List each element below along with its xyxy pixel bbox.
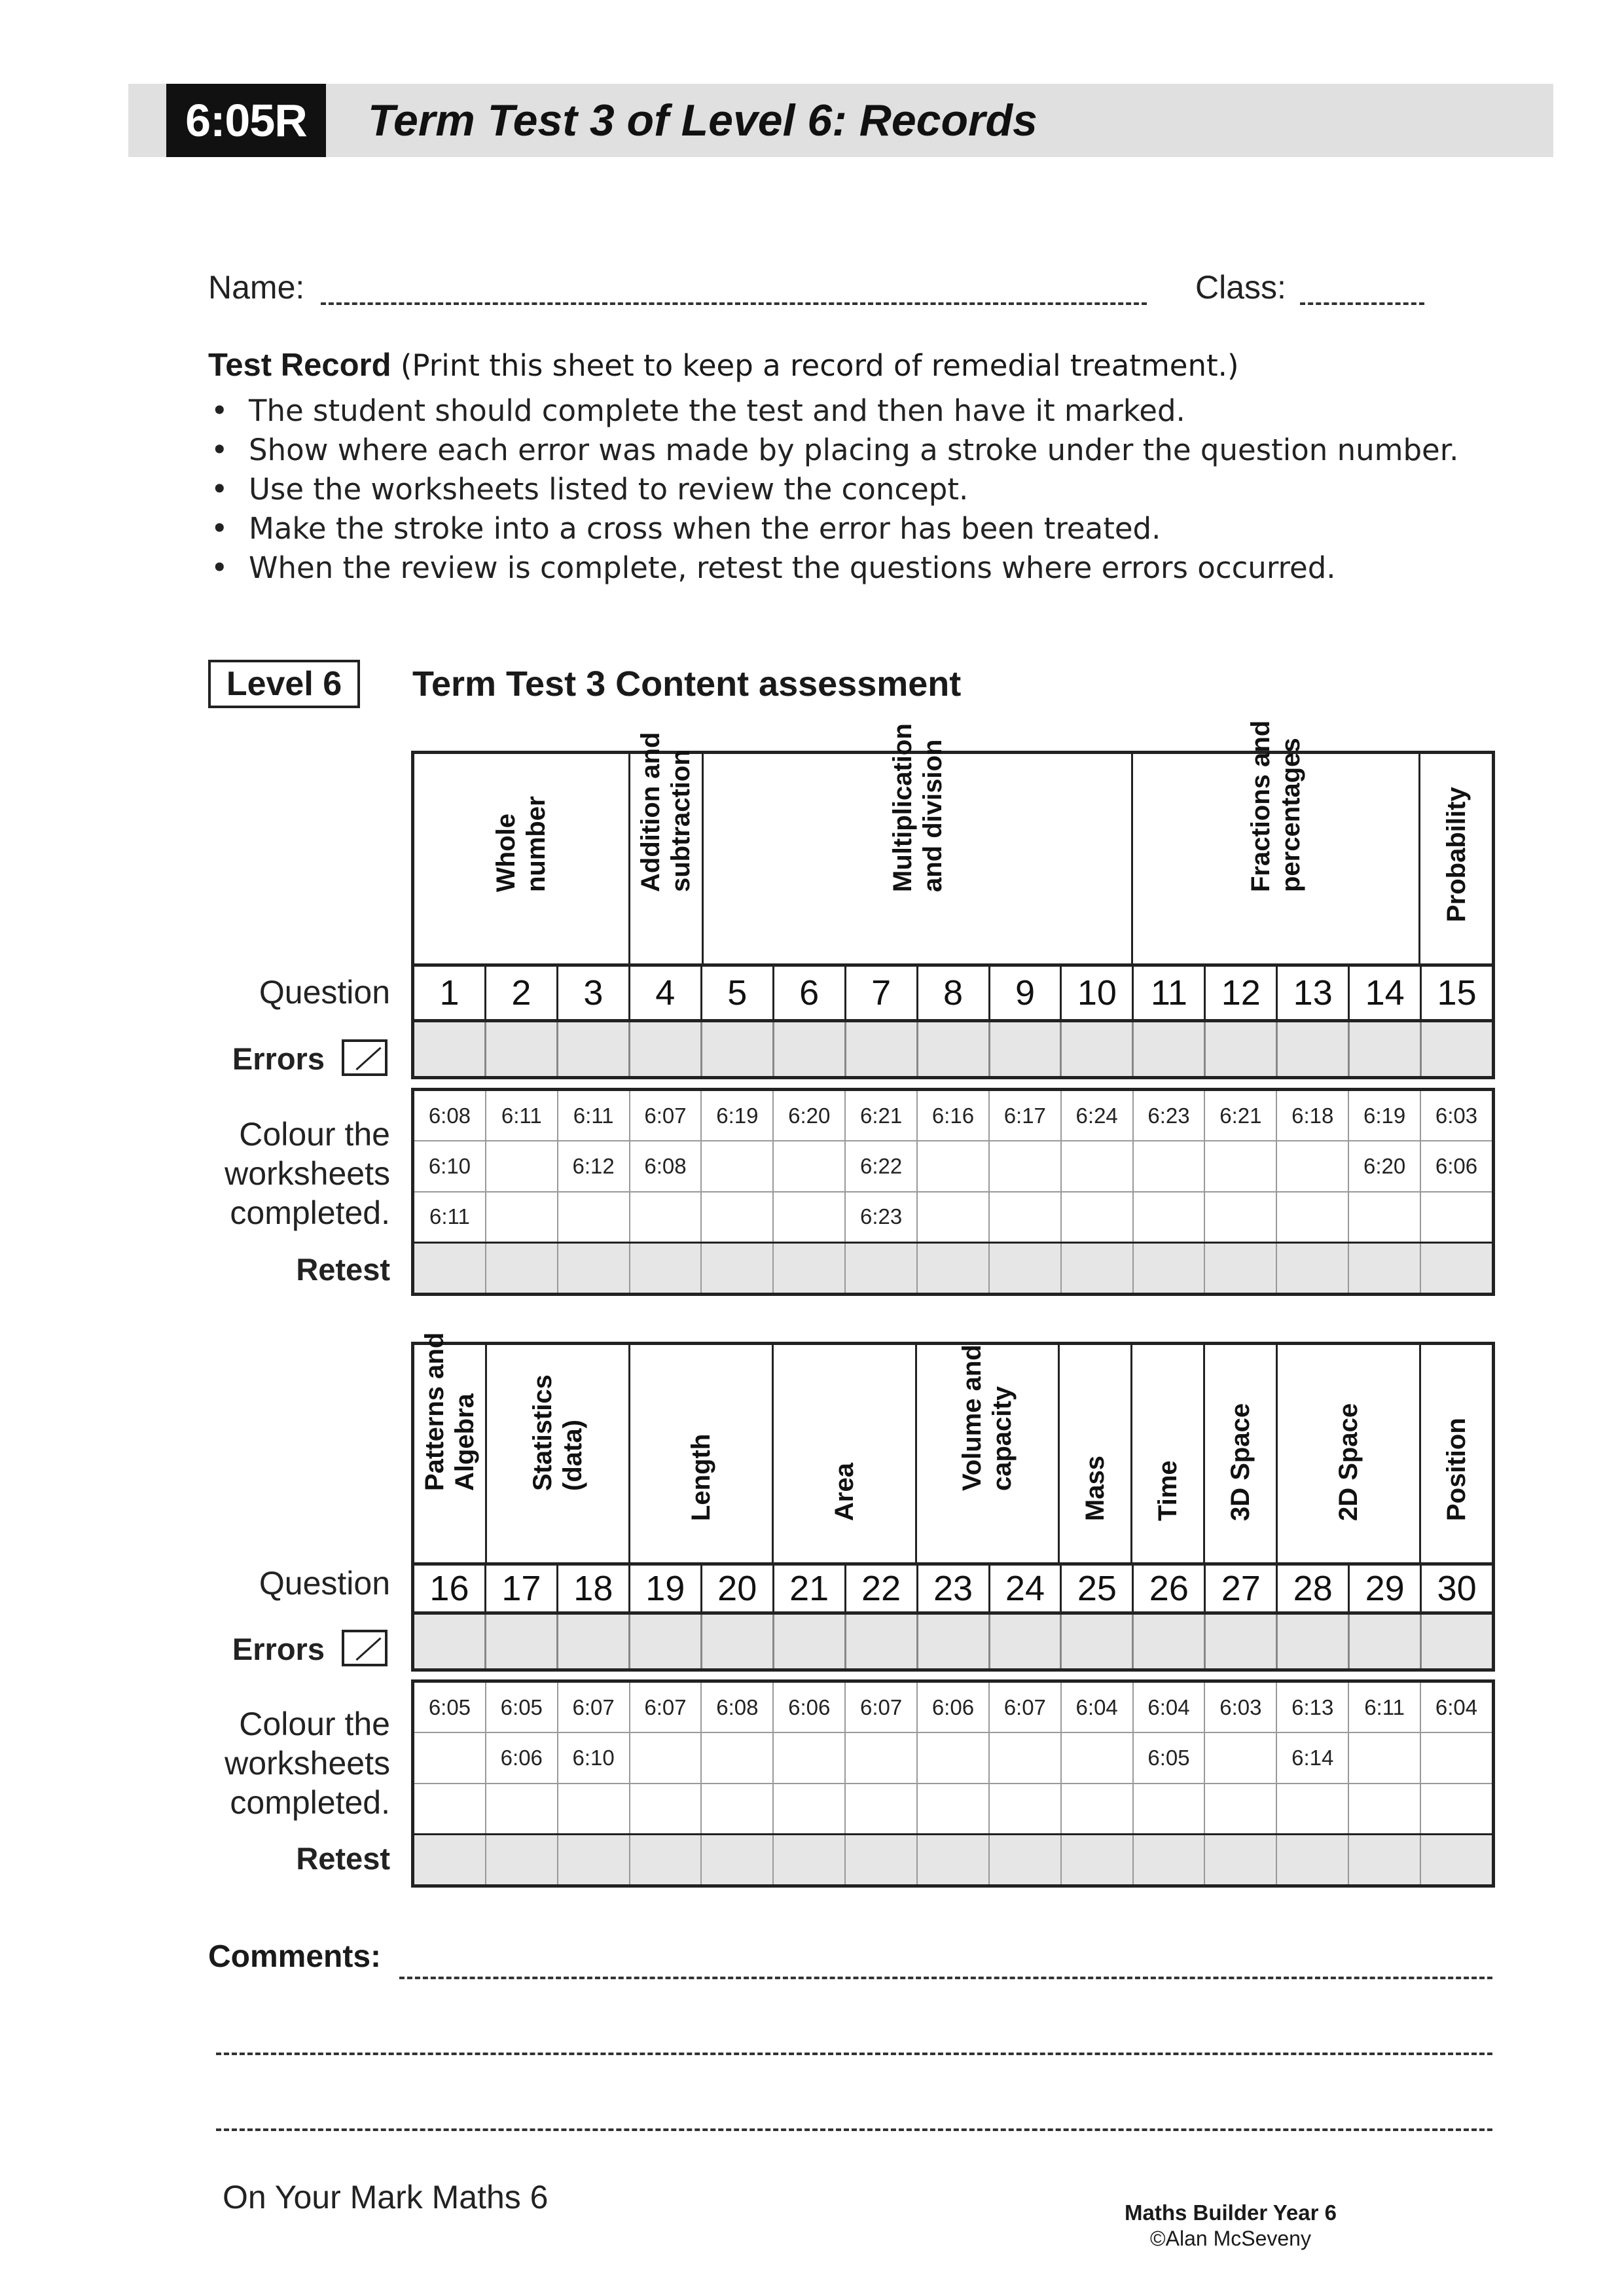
error-cell[interactable] — [486, 1022, 558, 1076]
retest-cell[interactable] — [918, 1835, 990, 1884]
worksheet-cell[interactable] — [1349, 1733, 1421, 1782]
worksheet-cell[interactable] — [558, 1784, 630, 1833]
worksheet-cell[interactable] — [630, 1193, 702, 1242]
retest-cell[interactable] — [558, 1244, 630, 1293]
question-number: 6 — [774, 967, 846, 1019]
worksheet-cell[interactable]: 6:23 — [846, 1193, 918, 1242]
category-label: Fractions and percentages — [1246, 720, 1306, 892]
retest-cell[interactable] — [1205, 1244, 1277, 1293]
question-number: 20 — [702, 1566, 774, 1611]
worksheet-cell[interactable] — [486, 1784, 558, 1833]
question-number: 22 — [846, 1566, 918, 1611]
worksheet-cell[interactable]: 6:08 — [630, 1141, 702, 1191]
colour-worksheets-label — [157, 1704, 390, 1822]
retest-cell[interactable] — [702, 1244, 774, 1293]
worksheet-cell[interactable] — [846, 1784, 918, 1833]
worksheet-cell[interactable] — [990, 1193, 1062, 1242]
worksheet-cell[interactable] — [1062, 1733, 1134, 1782]
retest-cell[interactable] — [1134, 1244, 1206, 1293]
worksheet-cell[interactable] — [1062, 1193, 1134, 1242]
instruction-item: • The student should complete the test and then have it marked. — [208, 391, 1458, 431]
worksheet-cell[interactable]: 6:07 — [630, 1091, 702, 1140]
instruction-item: • Make the stroke into a cross when the error has been treated. — [208, 509, 1458, 548]
worksheet-cell[interactable] — [1421, 1733, 1492, 1782]
question-row — [411, 1562, 1495, 1615]
worksheet-cell[interactable]: 6:13 — [1277, 1683, 1349, 1732]
question-number: 13 — [1278, 967, 1350, 1019]
error-cell[interactable] — [774, 1022, 846, 1076]
question-number: 10 — [1062, 967, 1134, 1019]
question-number: 29 — [1350, 1566, 1422, 1611]
error-cell[interactable] — [1062, 1022, 1134, 1076]
worksheet-cell[interactable]: 6:17 — [990, 1091, 1062, 1140]
error-cell[interactable] — [846, 1022, 918, 1076]
worksheet-cell[interactable] — [486, 1141, 558, 1191]
question-number: 11 — [1134, 967, 1206, 1019]
worksheet-cell[interactable] — [1277, 1141, 1349, 1191]
worksheet-cell[interactable] — [702, 1784, 774, 1833]
question-number: 27 — [1206, 1566, 1278, 1611]
error-cell[interactable] — [1134, 1022, 1206, 1076]
error-cell[interactable] — [630, 1615, 702, 1668]
worksheet-cell[interactable]: 6:11 — [1349, 1683, 1421, 1732]
worksheet-cell[interactable]: 6:04 — [1134, 1683, 1206, 1732]
question-number: 30 — [1437, 1569, 1477, 1608]
instruction-item: • Use the worksheets listed to review the concept. — [208, 470, 1458, 509]
errors-label: Errors — [232, 1041, 325, 1076]
class-label: Class: — [1195, 269, 1286, 306]
category-header-row — [411, 720, 1495, 967]
worksheet-cell[interactable] — [774, 1733, 846, 1782]
worksheet-cell[interactable] — [702, 1193, 774, 1242]
retest-cell[interactable] — [414, 1244, 486, 1293]
retest-cell[interactable] — [990, 1244, 1062, 1293]
worksheet-row — [414, 1733, 1492, 1784]
question-number: 3 — [558, 967, 630, 1019]
category-label: 2D Space — [1334, 1403, 1363, 1521]
instructions-list — [208, 391, 1458, 588]
worksheet-cell[interactable] — [1205, 1784, 1277, 1833]
question-row — [411, 963, 1495, 1022]
worksheet-cell[interactable]: 6:10 — [414, 1141, 486, 1191]
comments-label: Comments: — [208, 1939, 382, 1974]
question-number: 9 — [990, 967, 1062, 1019]
worksheet-cell[interactable] — [702, 1141, 774, 1191]
error-cell[interactable] — [1422, 1022, 1492, 1076]
question-number: 17 — [486, 1566, 558, 1611]
worksheet-cell[interactable]: 6:19 — [702, 1091, 774, 1140]
worksheet-cell[interactable]: 6:05 — [486, 1683, 558, 1732]
colour-label-line: worksheets — [225, 1745, 390, 1782]
worksheet-cell[interactable]: 6:06 — [918, 1683, 990, 1732]
error-cell[interactable] — [414, 1615, 486, 1668]
colour-label-line: Colour the — [239, 1706, 390, 1742]
category-cell — [414, 1332, 487, 1566]
error-cell[interactable] — [1134, 1615, 1206, 1668]
worksheet-cell[interactable]: 6:07 — [846, 1683, 918, 1732]
worksheet-cell[interactable] — [1277, 1193, 1349, 1242]
worksheet-cell[interactable]: 6:04 — [1435, 1695, 1478, 1719]
worksheet-cell[interactable] — [918, 1141, 990, 1191]
error-cell[interactable] — [1278, 1615, 1350, 1668]
worksheet-cell[interactable] — [1134, 1193, 1206, 1242]
worksheet-cell[interactable] — [918, 1784, 990, 1833]
worksheet-cell[interactable]: 6:08 — [414, 1091, 486, 1140]
worksheet-cell[interactable] — [1349, 1784, 1421, 1833]
worksheet-cell[interactable]: 6:05 — [414, 1683, 486, 1732]
retest-cell[interactable] — [1134, 1835, 1206, 1884]
worksheet-row — [414, 1141, 1492, 1192]
page-title: Term Test 3 of Level 6: Records — [368, 96, 1038, 145]
worksheet-cell[interactable] — [990, 1784, 1062, 1833]
worksheet-cell[interactable]: 6:10 — [558, 1733, 630, 1782]
name-label: Name: — [208, 269, 305, 306]
question-number: 18 — [558, 1566, 630, 1611]
worksheet-cell[interactable]: 6:14 — [1277, 1733, 1349, 1782]
worksheet-cell[interactable]: 6:04 — [1062, 1683, 1134, 1732]
category-cell — [917, 1345, 1060, 1566]
worksheet-cell[interactable] — [918, 1733, 990, 1782]
worksheet-cell[interactable] — [774, 1193, 846, 1242]
errors-label: Errors — [232, 1632, 325, 1666]
worksheet-cell[interactable]: 6:06 — [486, 1733, 558, 1782]
error-cell[interactable] — [1422, 1615, 1492, 1668]
worksheet-cell[interactable] — [1277, 1784, 1349, 1833]
error-cell[interactable] — [1278, 1022, 1350, 1076]
worksheet-cell[interactable] — [990, 1733, 1062, 1782]
retest-cell[interactable] — [918, 1244, 990, 1293]
worksheet-cell[interactable]: 6:06 — [774, 1683, 846, 1732]
test-record-note: (Print this sheet to keep a record of remedial treatment.) — [391, 348, 1239, 383]
category-label: Addition and subtraction — [636, 732, 696, 892]
error-cell[interactable] — [1350, 1022, 1422, 1076]
category-cell — [1420, 754, 1492, 967]
question-number: 7 — [846, 967, 918, 1019]
error-cell[interactable] — [558, 1022, 630, 1076]
worksheet-cell[interactable]: 6:16 — [918, 1091, 990, 1140]
colour-label-line: completed. — [230, 1194, 390, 1231]
errors-row — [411, 1611, 1495, 1672]
worksheet-cell[interactable] — [1421, 1784, 1492, 1833]
worksheet-cell[interactable]: 6:08 — [702, 1683, 774, 1732]
category-label: Position — [1442, 1418, 1471, 1521]
retest-cell[interactable] — [1421, 1244, 1492, 1293]
category-cell — [1278, 1345, 1421, 1566]
question-label: Question — [259, 974, 390, 1011]
category-cell — [704, 723, 1134, 967]
instruction-item: • When the review is complete, retest the questions where errors occurred. — [208, 548, 1458, 588]
question-number: 2 — [486, 967, 558, 1019]
name-field[interactable] — [321, 302, 1147, 305]
question-label: Question — [259, 1565, 390, 1602]
retest-row — [411, 1244, 1495, 1296]
worksheet-row — [414, 1683, 1492, 1733]
question-number: 1 — [414, 967, 486, 1019]
worksheet-cell[interactable]: 6:24 — [1062, 1091, 1134, 1140]
comments-field-line[interactable] — [216, 2128, 1492, 2131]
worksheet-cell[interactable]: 6:03 — [1435, 1103, 1478, 1128]
footer-copyright: ©Alan McSeveny — [1150, 2227, 1311, 2250]
colour-label-line: worksheets — [225, 1155, 390, 1192]
error-cell[interactable] — [1350, 1615, 1422, 1668]
retest-cell[interactable] — [1421, 1835, 1492, 1884]
error-cell[interactable] — [990, 1022, 1062, 1076]
worksheet-cell[interactable] — [1062, 1784, 1134, 1833]
retest-cell[interactable] — [486, 1835, 558, 1884]
worksheet-cell[interactable]: 6:12 — [558, 1141, 630, 1191]
worksheet-cell[interactable]: 6:07 — [558, 1683, 630, 1732]
worksheet-cell[interactable]: 6:21 — [846, 1091, 918, 1140]
category-cell — [487, 1345, 630, 1566]
retest-cell[interactable] — [702, 1835, 774, 1884]
stroke-icon — [342, 1630, 388, 1666]
question-number: 5 — [702, 967, 774, 1019]
error-cell[interactable] — [702, 1022, 774, 1076]
test-record-bold: Test Record — [208, 348, 391, 383]
worksheet-cell[interactable]: 6:21 — [1205, 1091, 1277, 1140]
worksheet-row — [414, 1784, 1492, 1833]
worksheet-cell[interactable] — [702, 1733, 774, 1782]
worksheet-cell[interactable] — [414, 1733, 486, 1782]
category-label: Probability — [1441, 787, 1471, 922]
question-number: 12 — [1206, 967, 1278, 1019]
worksheets-block — [411, 1679, 1495, 1837]
retest-cell[interactable] — [846, 1835, 918, 1884]
error-cell[interactable] — [702, 1615, 774, 1668]
worksheet-cell[interactable]: 6:07 — [990, 1683, 1062, 1732]
worksheet-cell[interactable] — [1134, 1141, 1206, 1191]
retest-label: Retest — [296, 1841, 390, 1876]
retest-cell[interactable] — [1349, 1835, 1421, 1884]
question-number: 4 — [630, 967, 702, 1019]
worksheet-cell[interactable]: 6:22 — [846, 1141, 918, 1191]
retest-cell[interactable] — [1349, 1244, 1421, 1293]
worksheet-cell[interactable] — [990, 1141, 1062, 1191]
worksheets-block — [411, 1088, 1495, 1245]
colour-label-line: completed. — [230, 1784, 390, 1821]
footer-book-title: On Your Mark Maths 6 — [223, 2179, 549, 2215]
error-cell[interactable] — [918, 1615, 990, 1668]
retest-cell[interactable] — [774, 1835, 846, 1884]
worksheet-cell[interactable] — [1205, 1141, 1277, 1191]
question-number: 15 — [1437, 973, 1477, 1013]
retest-cell[interactable] — [1277, 1835, 1349, 1884]
worksheet-cell[interactable]: 6:06 — [1435, 1153, 1478, 1178]
worksheet-cell[interactable] — [1062, 1141, 1134, 1191]
error-cell[interactable] — [990, 1615, 1062, 1668]
worksheet-cell[interactable]: 6:11 — [558, 1091, 630, 1140]
category-cell — [630, 732, 704, 967]
worksheet-cell[interactable]: 6:05 — [1134, 1733, 1206, 1782]
worksheet-cell[interactable] — [630, 1784, 702, 1833]
retest-cell[interactable] — [486, 1244, 558, 1293]
worksheet-cell[interactable] — [1134, 1784, 1206, 1833]
retest-cell[interactable] — [1277, 1244, 1349, 1293]
category-cell — [630, 1345, 774, 1566]
question-number: 24 — [990, 1566, 1062, 1611]
worksheet-cell[interactable] — [918, 1193, 990, 1242]
category-label: Statistics (data) — [528, 1374, 587, 1491]
category-label: Volume and capacity — [958, 1344, 1017, 1491]
retest-cell[interactable] — [1062, 1835, 1134, 1884]
worksheet-cell[interactable]: 6:18 — [1277, 1091, 1349, 1140]
errors-row — [411, 1019, 1495, 1079]
retest-cell[interactable] — [1205, 1835, 1277, 1884]
question-number: 28 — [1278, 1566, 1350, 1611]
test-record-heading — [208, 347, 1239, 384]
question-number: 21 — [774, 1566, 846, 1611]
error-cell[interactable] — [1206, 1022, 1278, 1076]
category-label: Area — [829, 1463, 859, 1521]
question-number: 14 — [1350, 967, 1422, 1019]
level-box: Level 6 — [208, 660, 360, 708]
retest-cell[interactable] — [630, 1835, 702, 1884]
worksheet-cell[interactable] — [1205, 1733, 1277, 1782]
retest-label: Retest — [296, 1252, 390, 1287]
colour-worksheets-label — [157, 1115, 390, 1232]
category-label: Patterns and Algebra — [420, 1332, 479, 1491]
retest-cell[interactable] — [414, 1835, 486, 1884]
comments-field-line[interactable] — [216, 2053, 1492, 2055]
comments-field-line[interactable] — [399, 1977, 1492, 1979]
category-label: 3D Space — [1226, 1403, 1255, 1521]
class-field[interactable] — [1300, 302, 1424, 305]
category-label: Multiplication and division — [888, 723, 947, 892]
category-cell — [1132, 1345, 1205, 1566]
error-cell[interactable] — [774, 1615, 846, 1668]
retest-cell[interactable] — [990, 1835, 1062, 1884]
category-cell — [1133, 720, 1420, 967]
question-number: 19 — [630, 1566, 702, 1611]
category-cell — [774, 1345, 917, 1566]
worksheet-cell[interactable] — [774, 1141, 846, 1191]
error-cell[interactable] — [486, 1615, 558, 1668]
question-number: 25 — [1062, 1566, 1134, 1611]
category-label: Mass — [1081, 1455, 1110, 1521]
error-cell[interactable] — [846, 1615, 918, 1668]
question-number: 16 — [414, 1566, 486, 1611]
worksheet-cell[interactable] — [414, 1784, 486, 1833]
retest-cell[interactable] — [558, 1835, 630, 1884]
category-cell — [1421, 1345, 1492, 1566]
worksheet-cell[interactable]: 6:11 — [486, 1091, 558, 1140]
instruction-item: • Show where each error was made by placing a stroke under the question number. — [208, 431, 1458, 470]
worksheet-cell[interactable]: 6:19 — [1349, 1091, 1421, 1140]
worksheet-cell[interactable]: 6:07 — [630, 1683, 702, 1732]
category-label: Whole number — [492, 796, 551, 892]
worksheet-cell[interactable] — [1421, 1193, 1492, 1242]
retest-cell[interactable] — [630, 1244, 702, 1293]
category-header-row — [411, 1332, 1495, 1566]
worksheet-cell[interactable]: 6:03 — [1205, 1683, 1277, 1732]
worksheet-cell[interactable]: 6:20 — [774, 1091, 846, 1140]
worksheet-cell[interactable] — [846, 1733, 918, 1782]
worksheet-cell[interactable]: 6:23 — [1134, 1091, 1206, 1140]
worksheet-row — [414, 1091, 1492, 1141]
footer-series: Maths Builder Year 6 — [1124, 2200, 1337, 2225]
question-number: 23 — [918, 1566, 990, 1611]
retest-cell[interactable] — [846, 1244, 918, 1293]
worksheet-cell[interactable] — [630, 1733, 702, 1782]
error-cell[interactable] — [1062, 1615, 1134, 1668]
error-cell[interactable] — [918, 1022, 990, 1076]
worksheet-cell[interactable] — [774, 1784, 846, 1833]
category-cell — [1205, 1345, 1278, 1566]
retest-cell[interactable] — [1062, 1244, 1134, 1293]
category-label: Time — [1153, 1460, 1183, 1521]
error-cell[interactable] — [558, 1615, 630, 1668]
worksheet-cell[interactable]: 6:11 — [414, 1193, 486, 1242]
worksheet-cell[interactable]: 6:20 — [1349, 1141, 1421, 1191]
category-cell — [414, 754, 630, 967]
page-code: 6:05R — [166, 84, 326, 157]
worksheet-cell[interactable] — [1349, 1193, 1421, 1242]
category-cell — [1060, 1345, 1132, 1566]
worksheet-cell[interactable] — [486, 1193, 558, 1242]
worksheet-row — [414, 1193, 1492, 1242]
retest-row — [411, 1835, 1495, 1888]
colour-label-line: Colour the — [239, 1116, 390, 1153]
worksheet-cell[interactable] — [1205, 1193, 1277, 1242]
worksheet-cell[interactable] — [558, 1193, 630, 1242]
error-cell[interactable] — [1206, 1615, 1278, 1668]
assessment-title: Term Test 3 Content assessment — [412, 664, 962, 704]
retest-cell[interactable] — [774, 1244, 846, 1293]
category-label: Length — [686, 1433, 715, 1521]
error-cell[interactable] — [414, 1022, 486, 1076]
stroke-icon — [342, 1039, 388, 1076]
question-number: 26 — [1134, 1566, 1206, 1611]
question-number: 8 — [918, 967, 990, 1019]
error-cell[interactable] — [630, 1022, 702, 1076]
